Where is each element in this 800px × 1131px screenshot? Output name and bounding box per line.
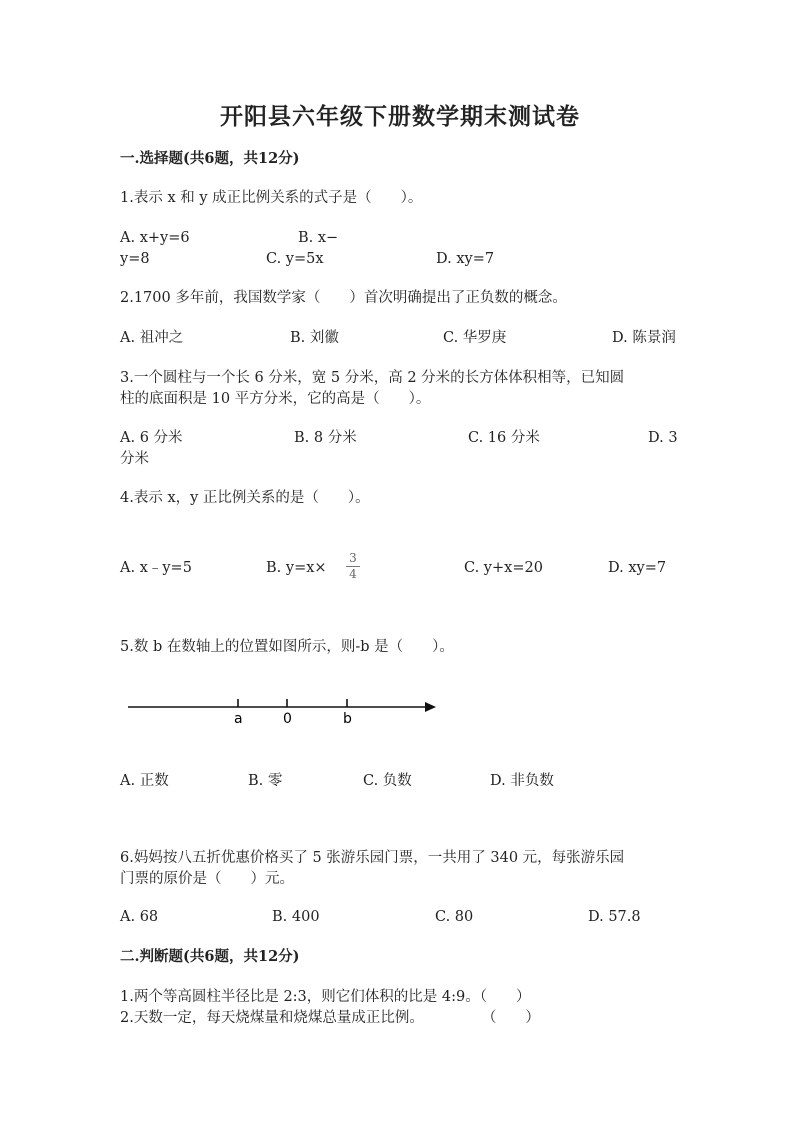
axis-label-a: a bbox=[234, 711, 243, 727]
question-4-option-d: D. xy=7 bbox=[608, 560, 667, 576]
number-line-arrow bbox=[425, 702, 436, 712]
question-4-option-c: C. y+x=20 bbox=[464, 560, 543, 576]
question-3-option-a: A. 6 分米 bbox=[120, 430, 183, 446]
axis-label-b: b bbox=[343, 711, 352, 727]
question-6-option-d: D. 57.8 bbox=[588, 909, 641, 925]
question-1-option-d: D. xy=7 bbox=[436, 251, 495, 267]
question-5-option-b: B. 零 bbox=[248, 773, 283, 789]
question-6-stem-line-2: 门票的原价是（ ）元。 bbox=[120, 871, 294, 887]
question-2-option-c: C. 华罗庚 bbox=[443, 330, 507, 346]
question-4-stem: 4.表示 x，y 正比例关系的是（ ）。 bbox=[120, 490, 370, 506]
judgment-1: 1.两个等高圆柱半径比是 2:3，则它们体积的比是 4:9。（ ） bbox=[120, 989, 531, 1005]
page-title: 开阳县六年级下册数学期末测试卷 bbox=[220, 103, 580, 130]
question-3-option-c: C. 16 分米 bbox=[468, 430, 540, 446]
question-2-option-b: B. 刘徽 bbox=[290, 330, 339, 346]
fraction-denominator: 4 bbox=[349, 567, 357, 581]
question-5-option-c: C. 负数 bbox=[363, 773, 412, 789]
question-4-option-b: B. y=x× bbox=[266, 560, 327, 576]
fraction-numerator: 3 bbox=[349, 551, 357, 565]
section-heading-choice: 一.选择题(共6题，共12分) bbox=[120, 150, 300, 167]
question-3-option-d-cont: 分米 bbox=[120, 451, 149, 467]
question-2-option-a: A. 祖冲之 bbox=[120, 330, 184, 346]
question-1-option-c: C. y=5x bbox=[266, 251, 324, 267]
question-6-option-c: C. 80 bbox=[435, 909, 474, 925]
question-1-option-b: B. x− bbox=[298, 230, 339, 246]
question-2-option-d: D. 陈景润 bbox=[612, 330, 676, 346]
question-2-stem: 2.1700 多年前，我国数学家（ ）首次明确提出了正负数的概念。 bbox=[120, 290, 567, 306]
question-5-stem: 5.数 b 在数轴上的位置如图所示，则-b 是（ ）。 bbox=[120, 639, 454, 655]
question-1-stem: 1.表示 x 和 y 成正比例关系的式子是（ ）。 bbox=[120, 190, 423, 206]
question-5-option-a: A. 正数 bbox=[120, 773, 169, 789]
question-1-option-a: A. x+y=6 bbox=[120, 230, 190, 246]
section-heading-judgment: 二.判断题(共6题，共12分) bbox=[120, 948, 300, 965]
question-4-option-a: A. x﹣y=5 bbox=[120, 560, 192, 576]
judgment-2: 2.天数一定，每天烧煤量和烧煤总量成正比例。 （ ） bbox=[120, 1010, 540, 1026]
question-3-stem-line-2: 柱的底面积是 10 平方分米，它的高是（ ）。 bbox=[120, 391, 431, 407]
question-6-stem-line-1: 6.妈妈按八五折优惠价格买了 5 张游乐园门票，一共用了 340 元，每张游乐园 bbox=[120, 850, 625, 866]
question-6-option-a: A. 68 bbox=[120, 909, 159, 925]
question-6-option-b: B. 400 bbox=[272, 909, 320, 925]
question-3-option-b: B. 8 分米 bbox=[294, 430, 357, 446]
question-3-stem-line-1: 3.一个圆柱与一个长 6 分米，宽 5 分米，高 2 分米的长方体体积相等，已知圆 bbox=[120, 370, 625, 386]
question-3-option-d: D. 3 bbox=[648, 430, 678, 446]
question-5-option-d: D. 非负数 bbox=[490, 773, 554, 789]
axis-label-zero: 0 bbox=[283, 711, 292, 727]
question-1-option-b-cont: y=8 bbox=[120, 251, 150, 267]
